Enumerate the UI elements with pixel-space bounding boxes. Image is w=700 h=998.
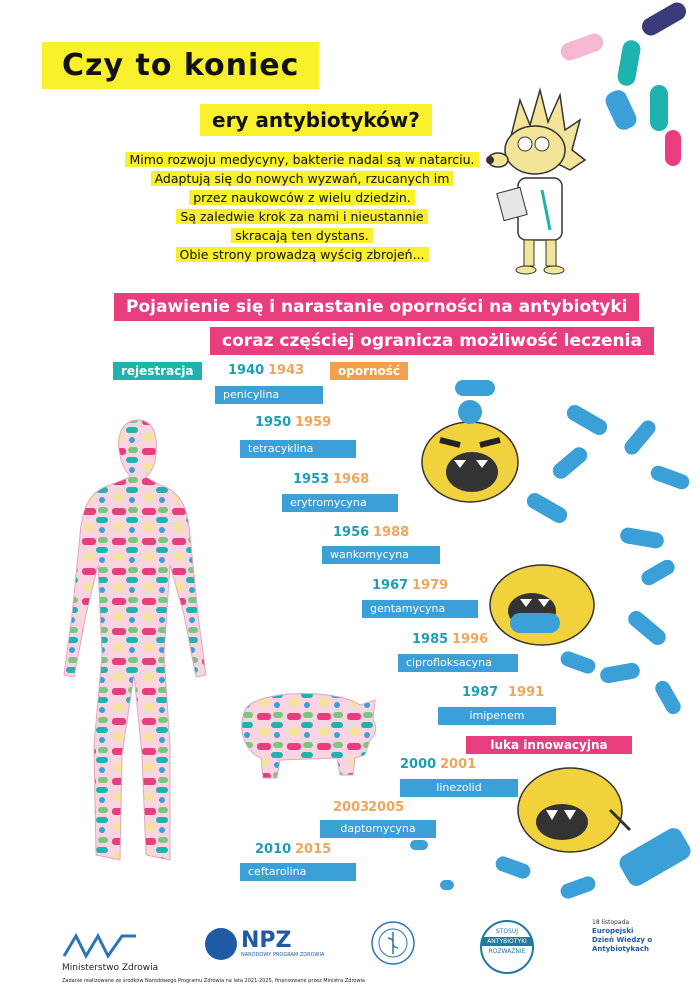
pill-decoration (650, 85, 668, 131)
antibiotic-label: imipenem (438, 707, 556, 725)
registration-year: 1940 (228, 363, 265, 378)
antibiotic-label: ciprofloksacyna (398, 654, 518, 672)
funding-note: Zadanie realizowane ze środków Narodowego Programu Zdrowia na lata 2021-2025, finansowane przez Ministra Zdrowia (62, 978, 365, 984)
intro-line: Są zaledwie krok za nami i nieustannie (176, 209, 427, 224)
registration-year: 1987 (462, 685, 499, 700)
antibiotic-label: tetracyklina (240, 440, 356, 458)
eaad-line3: Antybiotykach (592, 945, 649, 953)
eaad-date: 18 listopada (592, 919, 629, 926)
bacteria-monster-illustration (410, 400, 530, 510)
resistance-year: 1968 (333, 472, 370, 487)
intro-line: Obie strony prowadzą wyścig zbrojeń... (176, 247, 429, 262)
antibiotic-label: linezolid (400, 779, 518, 797)
intro-line: skracają ten dystans. (231, 228, 373, 243)
pill-decoration (621, 417, 658, 457)
antibiotic-label: erytromycyna (282, 494, 398, 512)
stosuj-antybiotyki-rozwaznie-logo (480, 920, 534, 974)
resistance-year: 1996 (452, 632, 489, 647)
registration-year: 1985 (412, 632, 449, 647)
bacteria-monster-illustration (480, 555, 610, 655)
rozwaznie-text: ROZWAŻNIE (488, 948, 526, 955)
human-figure-illustration (50, 415, 230, 875)
banner-line-1: Pojawienie się i narastanie oporności na antybiotyki (114, 293, 639, 321)
npz-text: NPZ (241, 928, 292, 953)
antibiotic-label: daptomycyna (320, 820, 436, 838)
pill-decoration (616, 39, 642, 87)
pill-decoration (558, 31, 606, 63)
hedgehog-scientist-illustration (480, 80, 590, 280)
resistance-year: 1943 (268, 363, 305, 378)
resistance-year: 1959 (295, 415, 332, 430)
pill-decoration (550, 444, 591, 482)
intro-line: Mimo rozwoju medycyny, bakterie nadal są w natarciu. (125, 152, 478, 167)
registration-year: 1967 (372, 578, 409, 593)
npz-circle-icon (205, 928, 237, 960)
registration-year: 2003 (333, 800, 370, 815)
pig-illustration (225, 680, 385, 790)
registration-year: 2010 (255, 842, 292, 857)
pill-decoration (564, 402, 610, 438)
eaad-logo (592, 918, 652, 954)
pill-decoration (603, 87, 640, 133)
page-subtitle: ery antybiotyków? (200, 104, 432, 136)
intro-text (112, 150, 492, 264)
registration-year: 2000 (400, 757, 437, 772)
pill-decoration (524, 490, 570, 526)
legend-resistance: oporność (330, 362, 408, 380)
eaad-line2: Dzień Wiedzy o (592, 936, 653, 944)
banner-line-2: coraz częściej ogranicza możliwość leczenia (210, 327, 654, 355)
ministry-logo-icon (62, 928, 142, 960)
eaad-line1: Europejski (592, 927, 634, 935)
resistance-year: 2005 (368, 800, 405, 815)
registration-year: 1950 (255, 415, 292, 430)
antibiotic-label: penicylina (215, 386, 323, 404)
legend-registration: rejestracja (113, 362, 202, 380)
ministry-name: Ministerstwo Zdrowia (62, 963, 159, 973)
intro-line: przez naukowców z wielu dziedzin. (189, 190, 415, 205)
pill-decoration (410, 840, 428, 850)
bacteria-monster-illustration (500, 760, 640, 870)
pill-decoration (625, 608, 669, 649)
pill-decoration (455, 380, 495, 396)
antibiotic-label: gentamycyna (362, 600, 478, 618)
antibiotic-label: wankomycyna (322, 546, 440, 564)
resistance-year: 2015 (295, 842, 332, 857)
npz-logo (205, 928, 324, 960)
pill-decoration (639, 557, 678, 588)
resistance-year: 1979 (412, 578, 449, 593)
pill-decoration (665, 130, 681, 166)
registration-year: 1956 (333, 525, 370, 540)
pill-decoration (649, 464, 692, 492)
innovation-gap-label: luka innowacyjna (466, 736, 632, 754)
antibiotic-label: ceftarolina (240, 863, 356, 881)
npz-subtitle: NARODOWY PROGRAM ZDROWIA (241, 952, 325, 958)
sanitary-inspection-seal-icon (370, 920, 416, 966)
pill-decoration (619, 526, 665, 549)
resistance-year: 1988 (373, 525, 410, 540)
intro-line: Adaptują się do nowych wyzwań, rzucanych im (151, 171, 454, 186)
pill-decoration (599, 662, 641, 685)
pill-decoration (440, 880, 454, 890)
pill-decoration (653, 678, 684, 717)
page-title: Czy to koniec (42, 42, 319, 89)
stosuj-text: STOSUJ (495, 928, 519, 935)
registration-year: 1953 (293, 472, 330, 487)
resistance-year: 2001 (440, 757, 477, 772)
pill-decoration (559, 874, 598, 900)
antybiotyki-text: ANTYBIOTYKI (482, 937, 532, 946)
resistance-year: 1991 (508, 685, 545, 700)
pill-decoration (639, 0, 690, 39)
